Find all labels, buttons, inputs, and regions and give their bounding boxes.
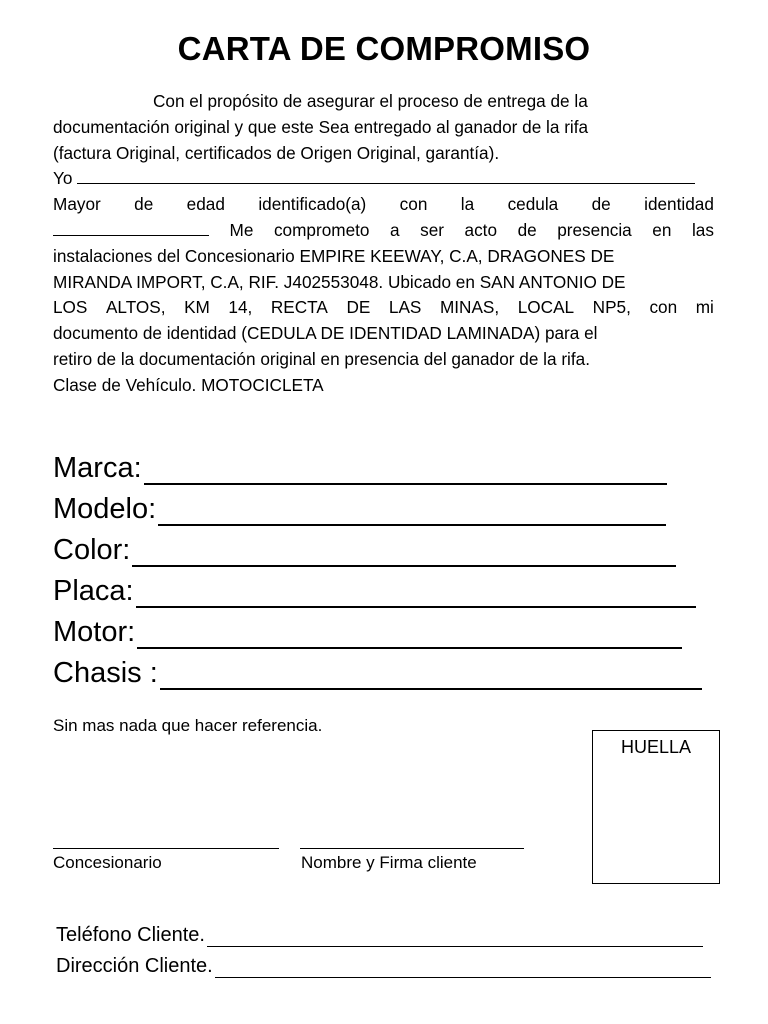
- document-title: CARTA DE COMPROMISO: [177, 30, 591, 67]
- fingerprint-box[interactable]: [592, 730, 720, 884]
- paragraph-line: MIRANDA IMPORT, C.A, RIF. J402553048. Ubicado en SAN ANTONIO DE: [53, 271, 626, 292]
- commitment-paragraph: [53, 89, 714, 399]
- chasis-label: Chasis :: [53, 657, 158, 689]
- placa-field: [53, 567, 702, 608]
- paragraph-line: (factura Original, certificados de Origen Original, garantía).: [53, 142, 500, 163]
- paragraph-line: retiro de la documentación original en presencia del ganador de la rifa.: [53, 348, 590, 369]
- marca-field: [53, 444, 702, 485]
- id-number-blank[interactable]: [53, 218, 209, 236]
- chasis-field: [53, 649, 702, 690]
- motor-blank[interactable]: [137, 619, 682, 649]
- marca-label: Marca:: [53, 452, 142, 484]
- paragraph-line: documentación original y que este Sea entregado al ganador de la rifa: [53, 116, 589, 137]
- telefono-label: Teléfono Cliente.: [56, 924, 205, 946]
- direccion-blank[interactable]: [215, 959, 711, 978]
- motor-label: Motor:: [53, 616, 136, 648]
- cliente-signature-line[interactable]: [300, 847, 524, 849]
- name-line: [53, 166, 714, 192]
- modelo-blank[interactable]: [158, 496, 666, 526]
- direccion-label: Dirección Cliente.: [56, 955, 213, 977]
- placa-label: Placa:: [53, 575, 134, 607]
- concesionario-signature-line[interactable]: [53, 847, 279, 849]
- commitment-line: Me comprometo a ser acto de presencia en las: [53, 218, 714, 244]
- chasis-blank[interactable]: [160, 660, 702, 690]
- modelo-label: Modelo:: [53, 493, 157, 525]
- direccion-field: [56, 955, 711, 978]
- concesionario-label: Concesionario: [53, 853, 162, 872]
- telefono-blank[interactable]: [207, 928, 703, 947]
- color-blank[interactable]: [132, 537, 676, 567]
- modelo-field: [53, 485, 702, 526]
- vehicle-class-line: Clase de Vehículo. MOTOCICLETA: [53, 374, 324, 395]
- name-blank[interactable]: [77, 166, 695, 184]
- closing-sentence: Sin mas nada que hacer referencia.: [53, 716, 323, 735]
- paragraph-line: documento de identidad (CEDULA DE IDENTIDAD LAMINADA) para el: [53, 323, 598, 344]
- huella-label: HUELLA: [620, 737, 692, 757]
- telefono-field: [56, 924, 703, 947]
- address-line: LOS ALTOS, KM 14, RECTA DE LAS MINAS, LOCAL NP5, con mi: [53, 297, 714, 318]
- motor-field: [53, 608, 702, 649]
- yo-label: Yo: [53, 168, 73, 189]
- marca-blank[interactable]: [144, 455, 667, 485]
- id-line: Mayor de edad identificado(a) con la cedula de identidad: [53, 194, 714, 215]
- vehicle-fields: [53, 444, 702, 690]
- paragraph-line: instalaciones del Concesionario EMPIRE KEEWAY, C.A, DRAGONES DE: [53, 245, 615, 266]
- color-label: Color:: [53, 534, 131, 566]
- placa-blank[interactable]: [136, 578, 696, 608]
- paragraph-line: Con el propósito de asegurar el proceso de entrega de la: [153, 91, 588, 111]
- color-field: [53, 526, 702, 567]
- cliente-signature-label: Nombre y Firma cliente: [301, 853, 477, 872]
